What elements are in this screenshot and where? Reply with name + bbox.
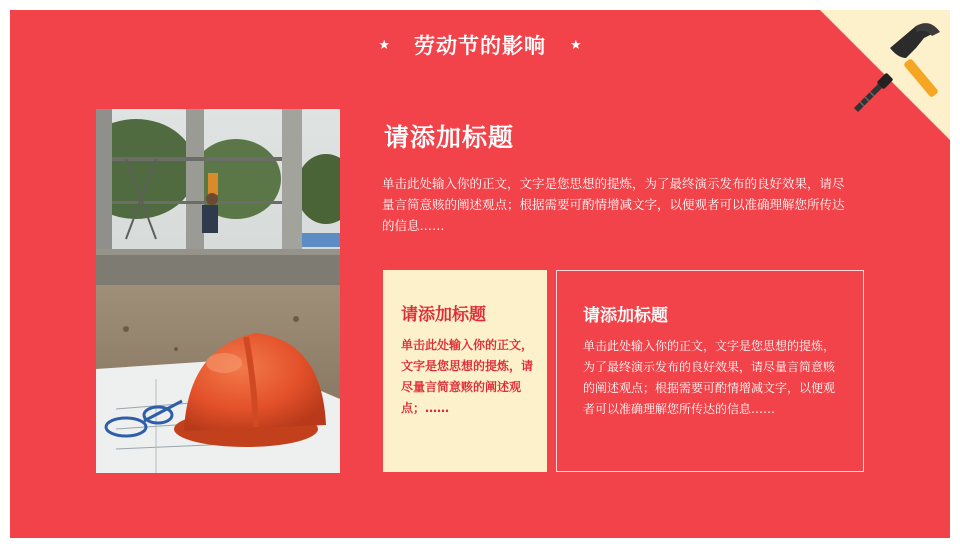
star-icon-right: ★: [570, 37, 582, 53]
card-left-heading: 请添加标题: [401, 305, 486, 325]
card-right-heading: 请添加标题: [583, 306, 668, 326]
star-icon-left: ★: [378, 37, 390, 53]
card-left-body: 单击此处输入你的正文，文字是您思想的提炼，请尽量言简意赅的阐述观点；……: [401, 338, 534, 415]
card-left: [383, 270, 547, 472]
construction-photo: [96, 109, 340, 473]
slide: [10, 10, 950, 538]
screw-icon: [854, 73, 893, 112]
slide-title: 劳动节的影响: [414, 34, 546, 58]
card-right: [556, 270, 864, 472]
section-heading: 请添加标题: [384, 123, 515, 152]
card-right-body: 单击此处输入你的正文，文字是您思想的提炼，为了最终演示发布的良好效果，请尽量言简意赅的阐述观点；根据需要可酌情增减文字，以便观者可以准确理解您所传达的信息……: [583, 339, 836, 416]
title-bar: [10, 30, 950, 60]
section-body: 单击此处输入你的正文，文字是您思想的提炼，为了最终演示发布的良好效果，请尽量言简意赅的阐述观点；根据需要可酌情增减文字，以便观者可以准确理解您所传达的信息……: [382, 176, 845, 233]
